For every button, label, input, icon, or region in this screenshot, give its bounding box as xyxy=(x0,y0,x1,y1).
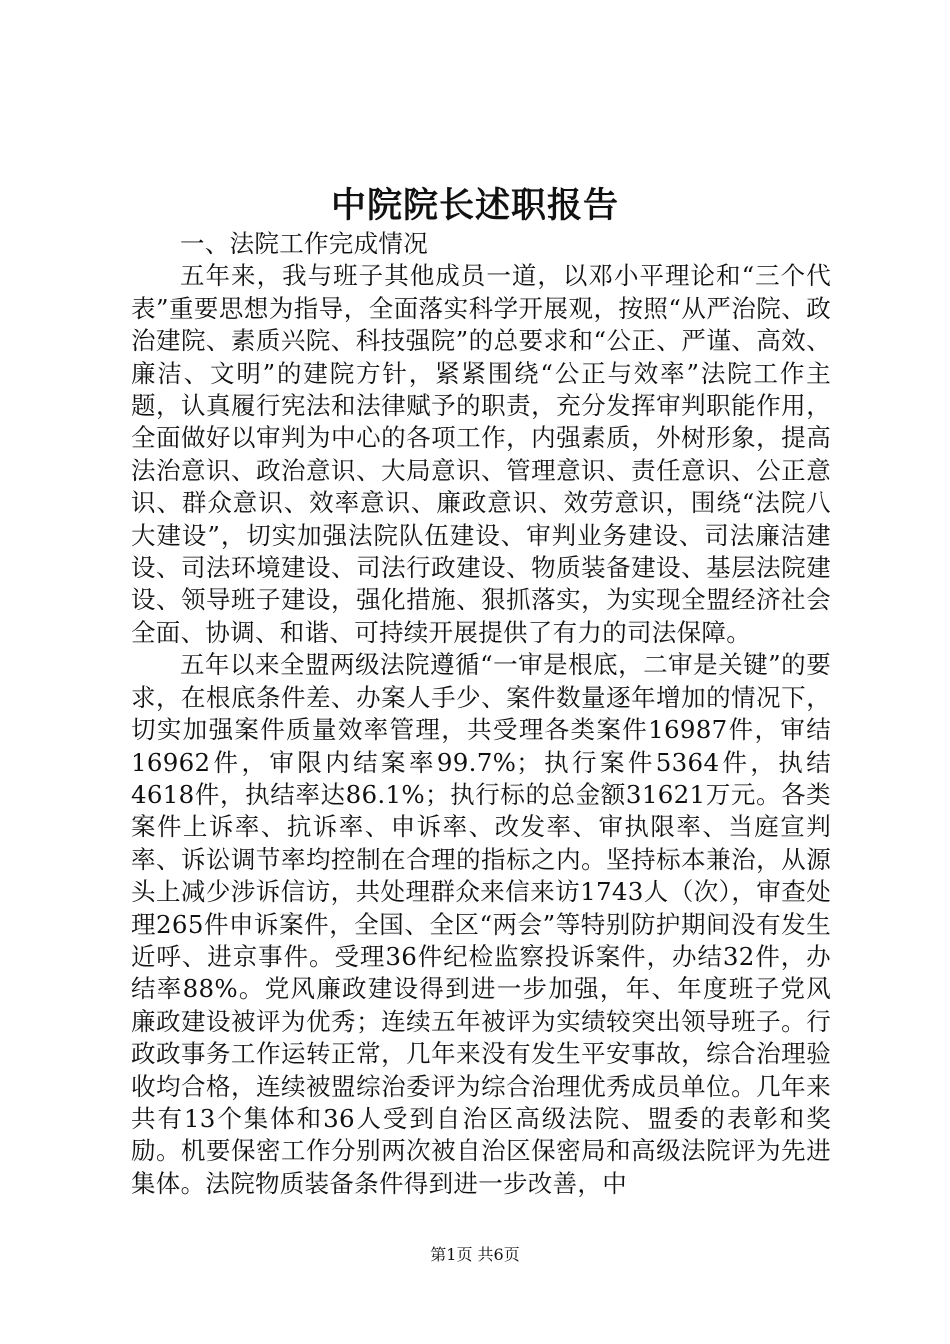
paragraph-1: 五年来，我与班子其他成员一道，以邓小平理论和“三个代表”重要思想为指导，全面落实科学开展观，按照“从严治院、政治建院、素质兴院、科技强院”的总要求和“公正、严谨、高效、廉洁、文明”的建院方针，紧紧围绕“公正与效率”法院工作主题，认真履行宪法和法律赋予的职责，充分发挥审判职能作用，全面做好以审判为中心的各项工作，内强素质，外树形象，提高法治意识、政治意识、大局意识、管理意识、责任意识、公正意识、群众意识、效率意识、廉政意识、效劳意识，围绕“法院八大建设”，切实加强法院队伍建设、审判业务建设、司法廉洁建设、司法环境建设、司法行政建设、物质装备建设、基层法院建设、领导班子建设，强化措施、狠抓落实，为实现全盟经济社会全面、协调、和谐、可持续开展提供了有力的司法保障。 xyxy=(131,261,831,647)
page-title: 中院院长述职报告 xyxy=(330,185,619,226)
page-footer: 第1页 共6页 xyxy=(430,1245,520,1264)
document-body xyxy=(131,228,831,1200)
paragraph-2: 五年以来全盟两级法院遵循“一审是根底，二审是关键”的要求，在根底条件差、办案人手少、案件数量逐年增加的情况下，切实加强案件质量效率管理，共受理各类案件16987件，审结16962件，审限内结案率99.7%；执行案件5364件，执结4618件，执结率达86.1%；执行标的总金额31621万元。各类案件上诉率、抗诉率、申诉率、改发率、审执限率、当庭宣判率、诉讼调节率均控制在合理的指标之内。坚持标本兼治，从源头上减少涉诉信访，共处理群众来信来访1743人（次），审查处理265件申诉案件，全国、全区“两会”等特别防护期间没有发生近呼、进京事件。受理36件纪检监察投诉案件，办结32件，办结率88%。党风廉政建设得到进一步加强，年、年度班子党风廉政建设被评为优秀；连续五年被评为实绩较突出领导班子。行政政事务工作运转正常，几年来没有发生平安事故，综合治理验收均合格，连续被盟综治委评为综合治理优秀成员单位。几年来共有13个集体和36人受到自治区高级法院、盟委的表彰和奖励。机要保密工作分别两次被自治区保密局和高级法院评为先进集体。法院物质装备条件得到进一步改善，中 xyxy=(131,650,831,1198)
section-heading: 一、法院工作完成情况 xyxy=(180,229,428,258)
